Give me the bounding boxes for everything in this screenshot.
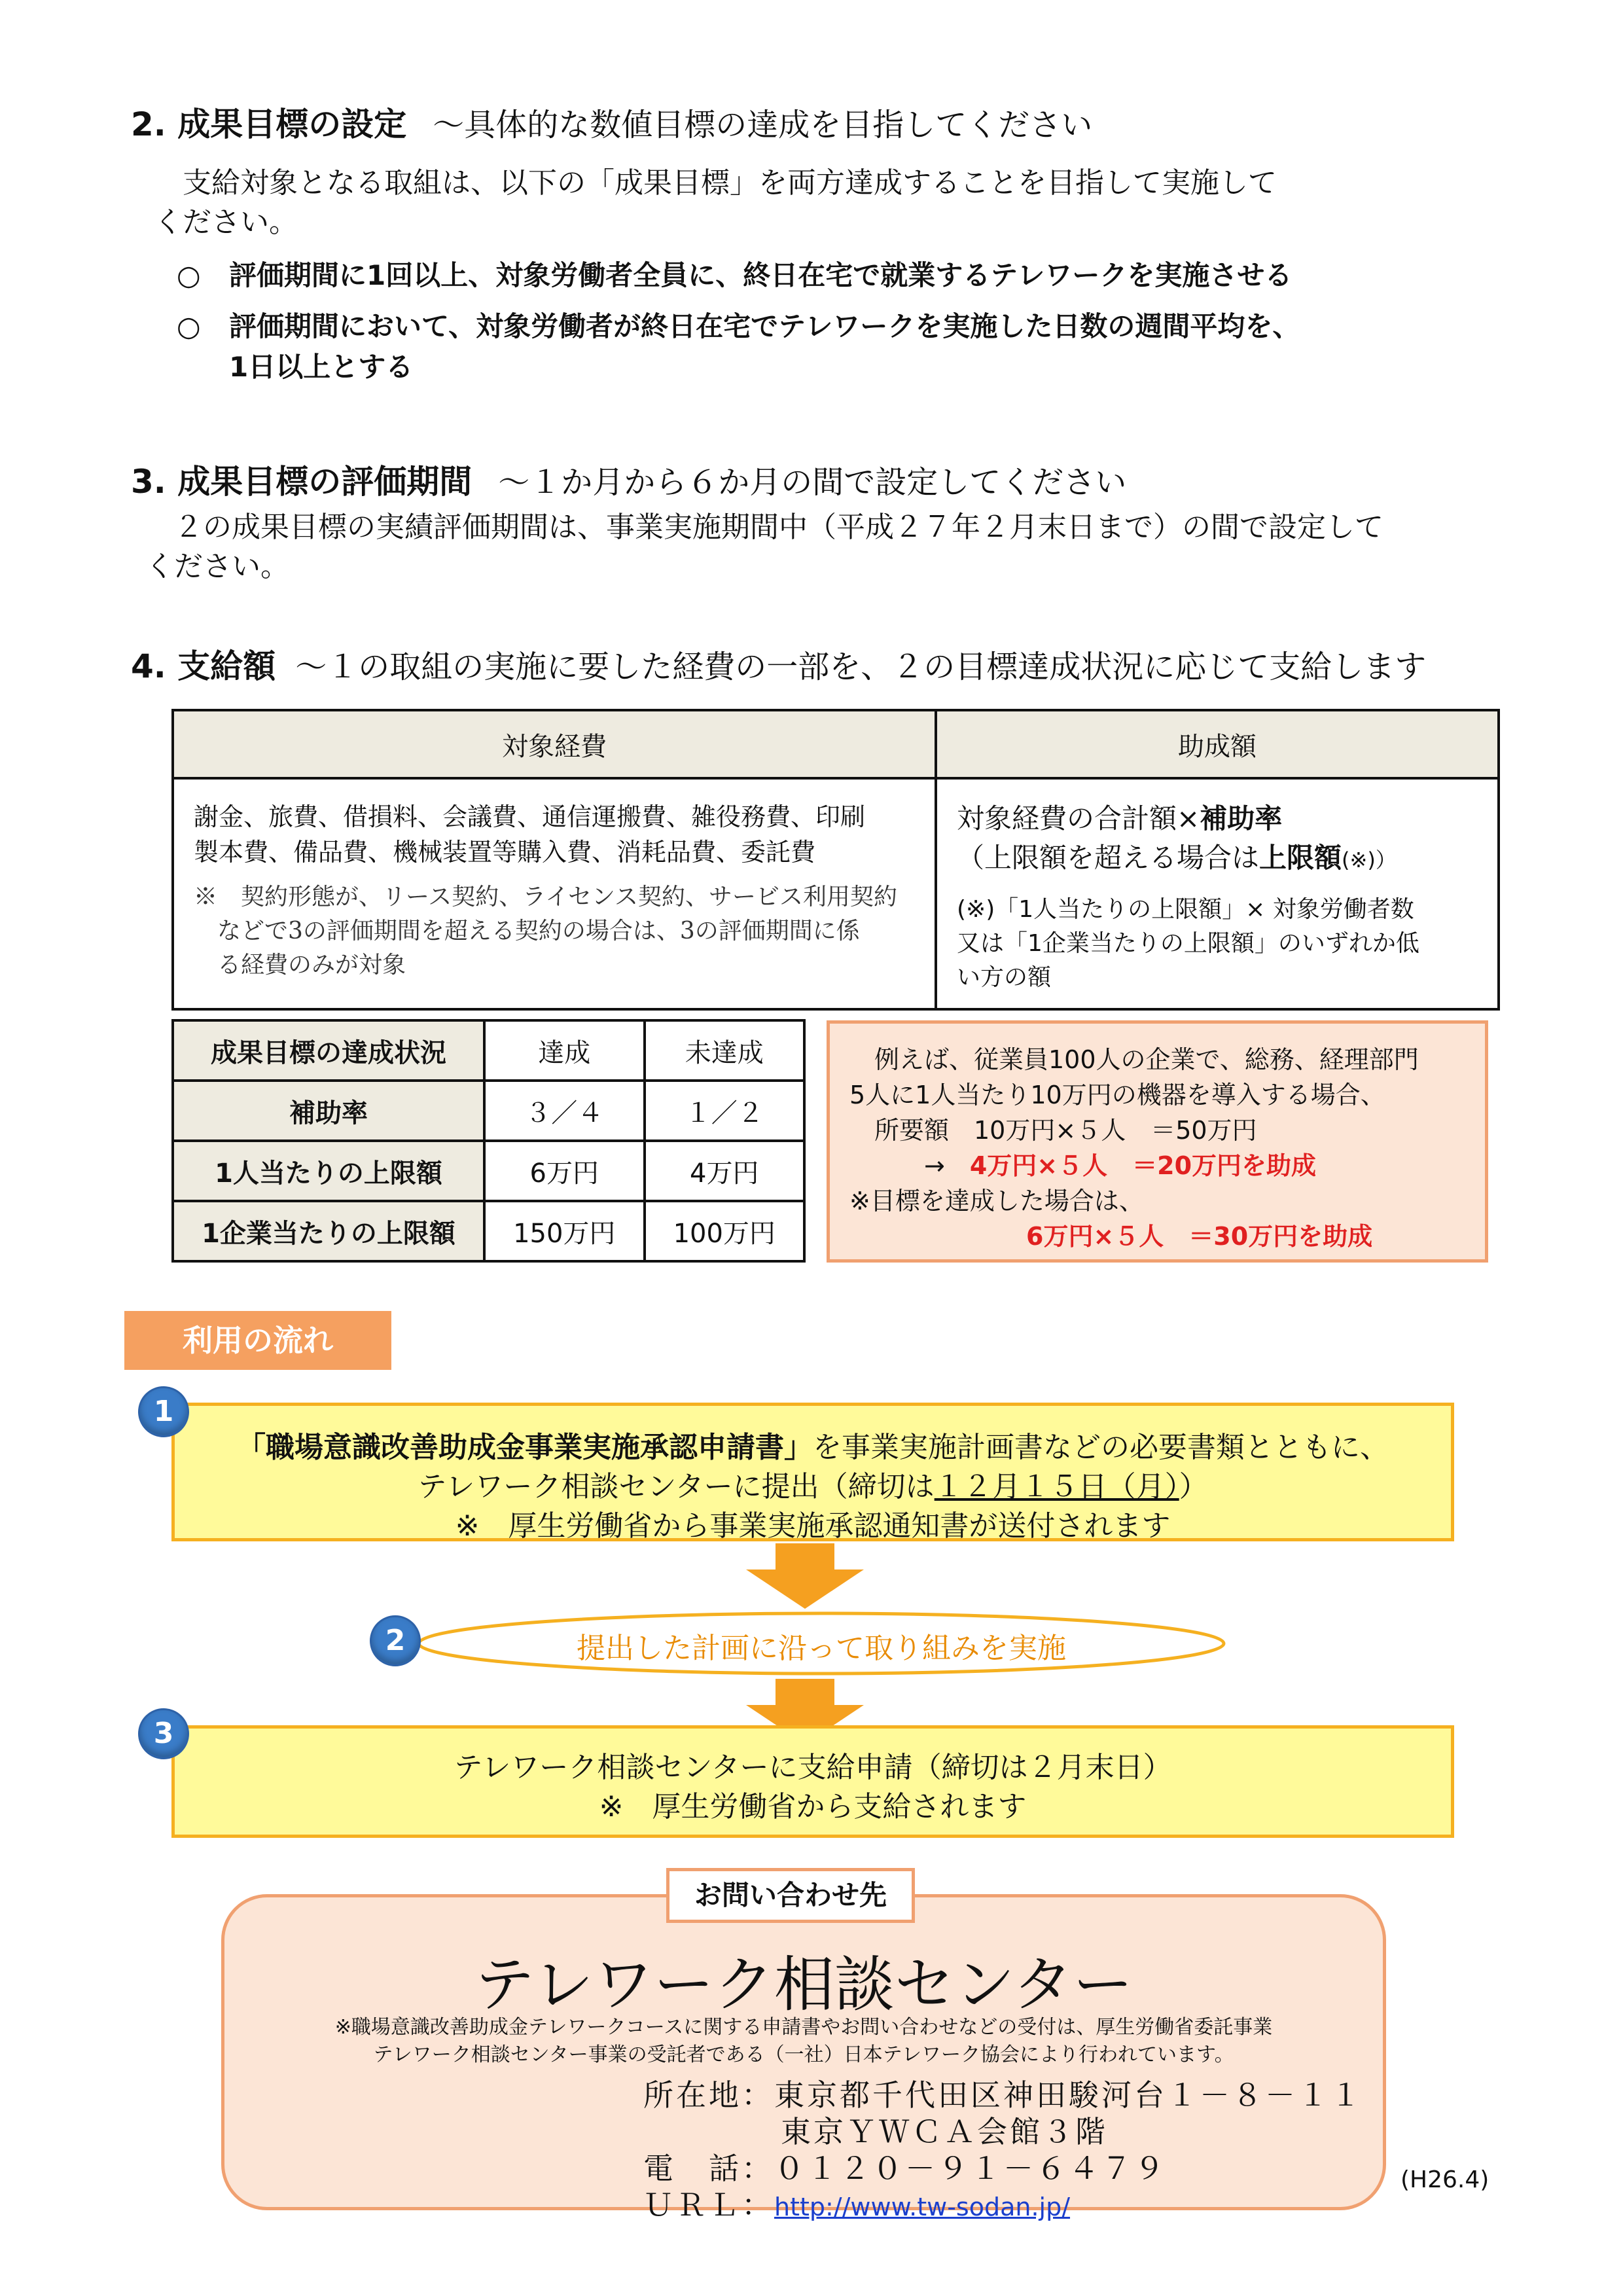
cost-table-row bbox=[173, 778, 1499, 1009]
phone-row bbox=[643, 2150, 1363, 2187]
cost-note-line2: などで3の評価期間を超える契約の場合は、3の評価期間に係 bbox=[194, 918, 860, 944]
section4-title: 4. 支給額 bbox=[131, 647, 276, 685]
phone-label: 電 話： bbox=[643, 2151, 774, 2186]
section3-para-line2: ください。 bbox=[145, 550, 289, 583]
cost-list bbox=[194, 799, 919, 870]
section2-para-line1: 支給対象となる取組は、以下の「成果目標」を両方達成することを目指して実施して bbox=[154, 166, 1277, 200]
rate-row bbox=[173, 1141, 804, 1201]
flow-label: 利用の流れ bbox=[124, 1311, 391, 1370]
address-label: 所在地： bbox=[643, 2077, 774, 2113]
section3-subtitle: ～１か月から６か月の間で設定してください bbox=[498, 464, 1127, 501]
flow-step-3 bbox=[171, 1725, 1454, 1838]
step1-line3: ※ 厚生労働省から事業実施承認通知書が送付されます bbox=[455, 1509, 1171, 1543]
rate-row-not-achieved: 未達成 bbox=[645, 1020, 805, 1081]
section2-paragraph bbox=[154, 164, 1277, 242]
aid-note-line2: 又は「1企業当たりの上限額」のいずれか低 bbox=[957, 930, 1419, 957]
rate-row-label: 1人当たりの上限額 bbox=[173, 1141, 484, 1201]
cost-note-line3: る経費のみが対象 bbox=[194, 952, 406, 978]
contact-note-line1: ※職場意識改善助成金テレワークコースに関する申請書やお問い合わせなどの受付は、厚生労働省委託事業 bbox=[334, 2016, 1273, 2039]
aid-cap-a: （上限額を超える場合は bbox=[957, 842, 1260, 874]
cost-table bbox=[171, 709, 1500, 1011]
cost-list-line1: 謝金、旅費、借損料、会議費、通信運搬費、雑役務費、印刷 bbox=[194, 802, 866, 831]
step-number-2: 2 bbox=[370, 1615, 421, 1666]
goal-1-text: 評価期間に1回以上、対象労働者全員に、終日在宅で就業するテレワークを実施させる bbox=[229, 259, 1293, 291]
step1-line1-rest: を事業実施計画書などの必要書類とともに、 bbox=[813, 1431, 1389, 1464]
address-line2: 東京ＹＷＣＡ会館３階 bbox=[781, 2114, 1108, 2149]
rate-row-label: 成果目標の達成状況 bbox=[173, 1020, 484, 1081]
example-result-met: 6万円×５人 ＝30万円を助成 bbox=[1026, 1222, 1373, 1251]
example-result-unmet: 4万円×５人 ＝20万円を助成 bbox=[969, 1151, 1317, 1180]
contact-note-line2: テレワーク相談センター事業の受託者である（一社）日本テレワーク協会により行われています。 bbox=[373, 2043, 1234, 2066]
contact-note bbox=[224, 2014, 1383, 2069]
rate-row-not-achieved: 100万円 bbox=[645, 1201, 805, 1261]
cost-note bbox=[194, 880, 919, 982]
example-line1: 例えば、従業員100人の企業で、総務、経理部門 bbox=[849, 1045, 1419, 1074]
goal-2-text-line1: 評価期間において、対象労働者が終日在宅でテレワークを実施した日数の週間平均を、 bbox=[229, 310, 1300, 342]
example-line2: 5人に1人当たり10万円の機器を導入する場合、 bbox=[849, 1081, 1385, 1109]
aid-note-line3: い方の額 bbox=[957, 964, 1052, 991]
example-line3: 所要額 10万円×５人 ＝50万円 bbox=[849, 1116, 1257, 1145]
url-label: ＵＲＬ： bbox=[643, 2187, 774, 2223]
aid-cap-c: (※)） bbox=[1342, 848, 1397, 872]
section4-heading bbox=[131, 640, 1426, 687]
contact-center-name: テレワーク相談センター bbox=[474, 1950, 1133, 2020]
contact-label: お問い合わせ先 bbox=[666, 1868, 915, 1923]
rate-row bbox=[173, 1201, 804, 1261]
flow-step-1 bbox=[171, 1403, 1454, 1541]
rate-row bbox=[173, 1081, 804, 1141]
example-arrow: → bbox=[849, 1151, 945, 1180]
aid-formula-rate: 補助率 bbox=[1200, 802, 1283, 834]
aid-note-line1: (※)「1人当たりの上限額」× 対象労働者数 bbox=[957, 896, 1414, 923]
circle-bullet-icon: ○ bbox=[177, 310, 201, 342]
address-line1: 東京都千代田区神田駿河台１－８－１１ bbox=[774, 2077, 1363, 2113]
cost-header: 対象経費 bbox=[173, 710, 936, 778]
rate-row-achieved: 6万円 bbox=[484, 1141, 645, 1201]
step1-line2-a: テレワーク相談センターに提出（締切は bbox=[418, 1470, 935, 1503]
cost-cell bbox=[173, 778, 936, 1009]
rate-row bbox=[173, 1020, 804, 1081]
rate-row-label: 1企業当たりの上限額 bbox=[173, 1201, 484, 1261]
cost-table-header-row bbox=[173, 710, 1499, 778]
rate-row-achieved: ３／４ bbox=[484, 1081, 645, 1141]
aid-formula-a: 対象経費の合計額× bbox=[957, 802, 1200, 834]
rate-row-achieved: 150万円 bbox=[484, 1201, 645, 1261]
step1-form-name: 「職場意識改善助成金事業実施承認申請書」 bbox=[237, 1431, 813, 1464]
aid-formula bbox=[957, 799, 1482, 880]
step-number-3: 3 bbox=[138, 1708, 189, 1759]
section2-heading bbox=[131, 98, 1092, 145]
goal-item-2 bbox=[177, 306, 1300, 347]
circle-bullet-icon: ○ bbox=[177, 259, 201, 291]
rate-row-not-achieved: １／２ bbox=[645, 1081, 805, 1141]
website-link[interactable]: http://www.tw-sodan.jp/ bbox=[774, 2193, 1071, 2221]
example-box bbox=[827, 1020, 1488, 1263]
section2-title: 2. 成果目標の設定 bbox=[131, 105, 407, 143]
example-line5: ※目標を達成した場合は、 bbox=[849, 1187, 1144, 1215]
rate-table bbox=[171, 1019, 806, 1263]
cost-list-line2: 製本費、備品費、機械装置等購入費、消耗品費、委託費 bbox=[194, 838, 816, 867]
down-arrow-icon bbox=[746, 1543, 864, 1609]
section3-heading bbox=[131, 456, 1126, 503]
step3-line1: テレワーク相談センターに支給申請（締切は２月末日） bbox=[454, 1751, 1172, 1784]
rate-row-label: 補助率 bbox=[173, 1081, 484, 1141]
example-line4 bbox=[849, 1148, 1465, 1183]
goal-item-1 bbox=[177, 255, 1300, 296]
step2-text: 提出した計画に沿って取り組みを実施 bbox=[577, 1632, 1066, 1665]
step1-line2 bbox=[175, 1467, 1451, 1507]
contact-box bbox=[221, 1894, 1386, 2223]
section3-para-line1: ２の成果目標の実績評価期間は、事業実施期間中（平成２７年２月末日まで）の間で設定して bbox=[145, 511, 1383, 544]
footer-date: (H26.4) bbox=[1400, 2166, 1489, 2193]
goal-2-text-line2: 1日以上とする bbox=[229, 351, 414, 383]
aid-note bbox=[957, 893, 1482, 995]
step1-line2-c: ） bbox=[1179, 1470, 1208, 1503]
step1-deadline: １２月１５日（月） bbox=[934, 1470, 1179, 1503]
address-row bbox=[643, 2077, 1363, 2113]
step3-line2: ※ 厚生労働省から支給されます bbox=[599, 1790, 1027, 1823]
aid-cell bbox=[936, 778, 1499, 1009]
phone-number: ０１２０－９１－６４７９ bbox=[774, 2151, 1167, 2186]
step1-line1 bbox=[175, 1428, 1451, 1467]
section2-para-line2: ください。 bbox=[154, 206, 298, 239]
cost-note-line1: ※ 契約形態が、リース契約、ライセンス契約、サービス利用契約 bbox=[194, 884, 897, 910]
section2-subtitle: ～具体的な数値目標の達成を目指してください bbox=[433, 107, 1093, 143]
section4-subtitle: ～１の取組の実施に要した経費の一部を、２の目標達成状況に応じて支給します bbox=[295, 649, 1427, 685]
contact-details bbox=[643, 2077, 1363, 2225]
rate-row-not-achieved: 4万円 bbox=[645, 1141, 805, 1201]
section3-paragraph bbox=[145, 508, 1383, 586]
url-row bbox=[643, 2187, 1363, 2225]
aid-header: 助成額 bbox=[936, 710, 1499, 778]
goal-list bbox=[177, 255, 1300, 387]
section3-title: 3. 成果目標の評価期間 bbox=[131, 463, 473, 501]
aid-cap-b: 上限額 bbox=[1259, 842, 1342, 874]
example-line6 bbox=[849, 1219, 1465, 1254]
step-number-1: 1 bbox=[138, 1386, 189, 1437]
rate-row-achieved: 達成 bbox=[484, 1020, 645, 1081]
